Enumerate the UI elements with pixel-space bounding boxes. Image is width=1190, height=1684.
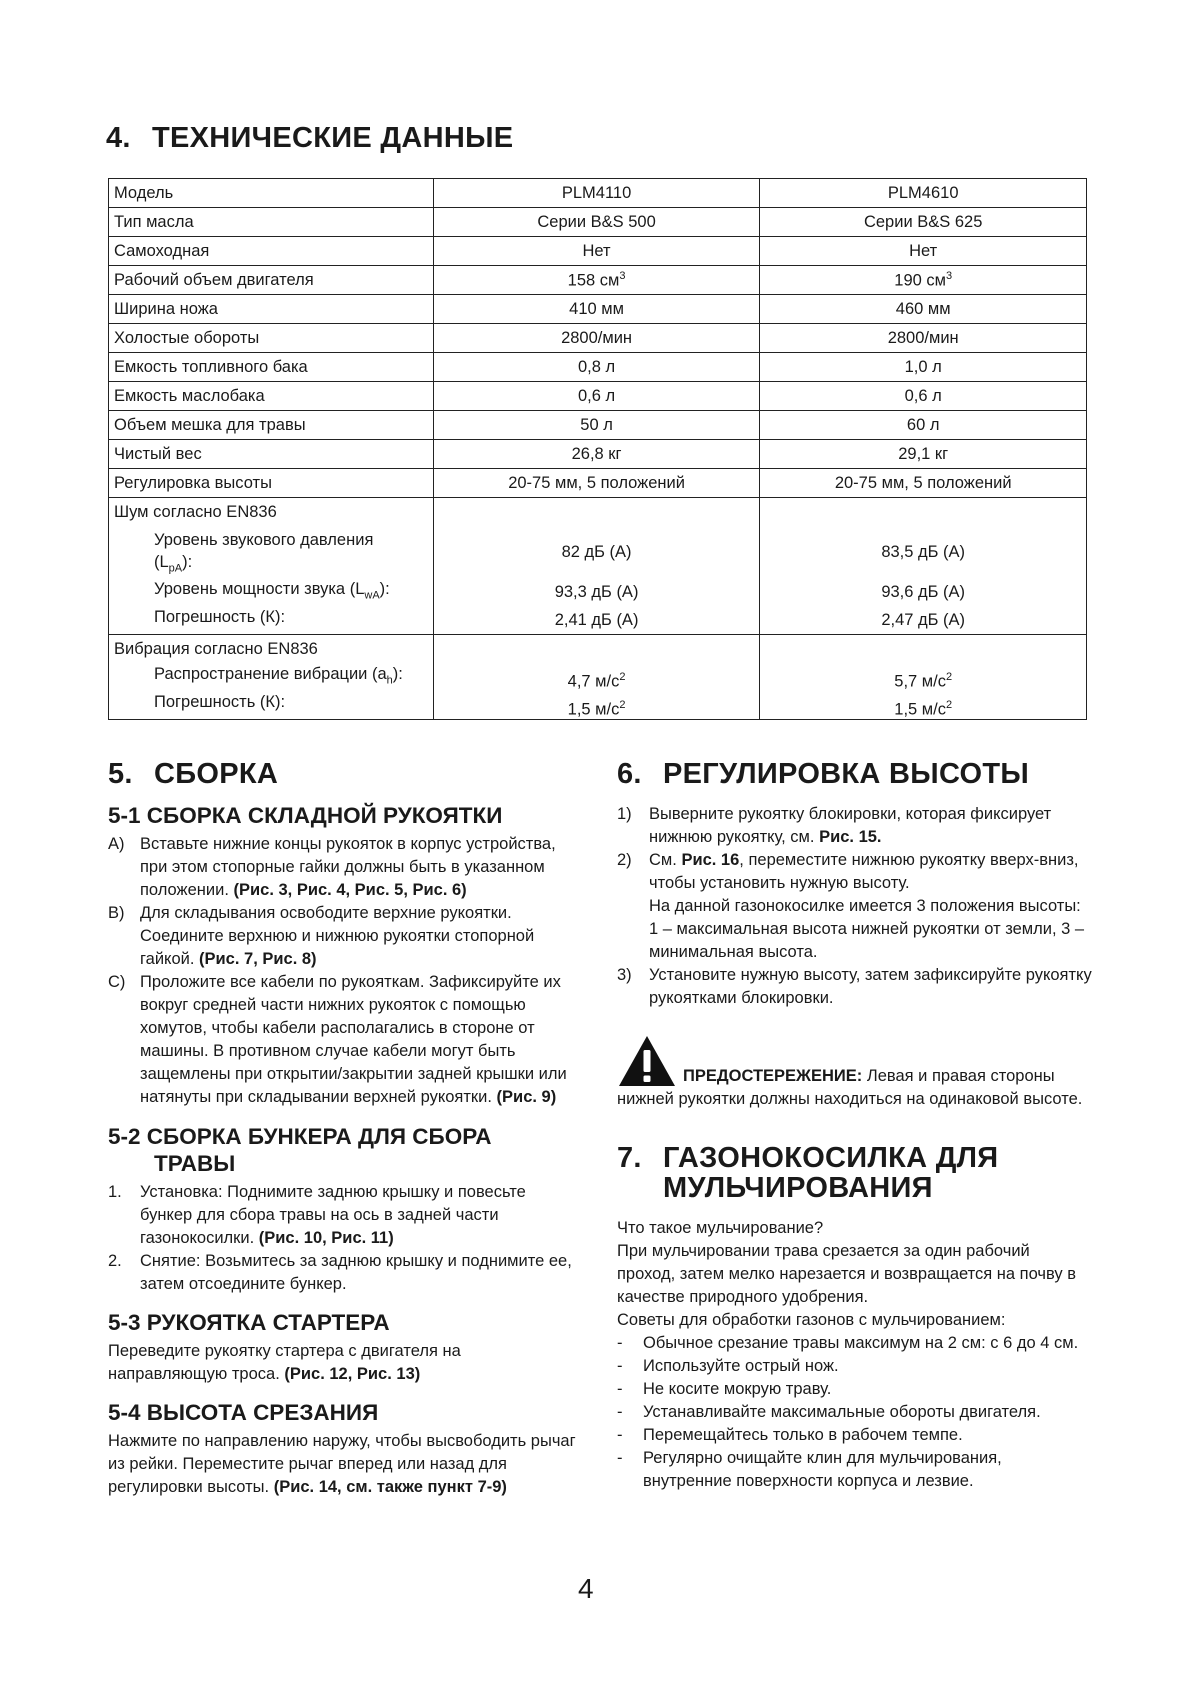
table-row: Холостые обороты 2800/мин 2800/мин — [109, 324, 1087, 353]
table-row: Тип масла Серии B&S 500 Серии B&S 625 — [109, 208, 1087, 237]
list-item: - Регулярно очищайте клин для мульчирования, внутренние поверхности корпуса и лезвие. — [617, 1449, 1002, 1490]
assembly-steps — [108, 833, 578, 1109]
list-item: - Не косите мокрую траву. — [617, 1380, 832, 1398]
list-item: C) Проложите все кабели по рукояткам. Зафиксируйте их вокруг средней части нижних рукояток с помощью хомутов, чтобы кабели располагались в стороне от машины. В противном случае кабели могут быть защемлены при открытии/закрытии задней крышки или натянуты при складывании верхней рукоятки. (Рис. 9) — [108, 973, 567, 1106]
table-row: Самоходная Нет Нет — [109, 237, 1087, 266]
list-item: - Устанавливайте максимальные обороты двигателя. — [617, 1403, 1041, 1421]
left-column — [108, 758, 578, 1499]
list-item: 1. Установка: Поднимите заднюю крышку и повесьте бункер для сбора травы на ось в задней части газонокосилки. (Рис. 10, Рис. 11) — [108, 1183, 526, 1247]
list-item: 3) Установите нужную высоту, затем зафиксируйте рукоятку рукоятками блокировки. — [617, 966, 1092, 1007]
mulch-description: При мульчировании трава срезается за один рабочий проход, затем мелко нарезается и возвращается на почву в качестве природного удобрения. — [617, 1242, 1076, 1306]
subsection-5-3-title: 5-3 РУКОЯТКА СТАРТЕРА — [108, 1310, 390, 1335]
subsection-5-4-title: 5-4 ВЫСОТА СРЕЗАНИЯ — [108, 1400, 379, 1425]
list-item: B) Для складывания освободите верхние рукоятки. Соедините верхнюю и нижнюю рукоятки стопорной гайкой. (Рис. 7, Рис. 8) — [108, 904, 535, 968]
list-item: - Перемещайтесь только в рабочем темпе. — [617, 1426, 963, 1444]
vibration-row: Вибрация согласно EN836 Распространение вибрации $(a_h)$: Погрешность (К): 4,7 $м/с^2$ 1,5 $м/с^2$ 5,7 $м/с^2$ 1,5 $м/с^2$ — [109, 635, 1087, 720]
warning-icon — [617, 1034, 677, 1088]
height-steps — [617, 803, 1092, 1010]
table-row: Чистый вес 26,8 кг 29,1 кг — [109, 440, 1087, 469]
table-row: Рабочий объем двигателя 158 $см^3$ 190 $см^3$ — [109, 266, 1087, 295]
cut-height-text: Нажмите по направлению наружу, чтобы высвободить рычаг из рейки. Переместите рычаг вперед или назад для регулировки высоты. (Рис. 14, см. также пункт 7-9) — [108, 1432, 576, 1496]
spec-table — [108, 178, 1087, 720]
section-6-title: 6. РЕГУЛИРОВКА ВЫСОТЫ — [617, 758, 1030, 790]
noise-row: Шум согласно EN836 Уровень звукового давления $(L_{pA})$: Уровень мощности звука $(L_{wA})$: Погрешность (К): 82 дБ (А) 93,3 дБ (А) 2,41 дБ (А) 83,5 дБ (А) 93,6 дБ (А) 2,47 дБ (А) — [109, 498, 1087, 635]
subsection-5-1-title: 5-1 СБОРКА СКЛАДНОЙ РУКОЯТКИ — [108, 803, 503, 828]
mulch-tips — [617, 1332, 1092, 1493]
subsection-5-2-title: 5-2 СБОРКА БУНКЕРА ДЛЯ СБОРА ТРАВЫ — [108, 1124, 492, 1176]
list-item: 2. Снятие: Возьмитесь за заднюю крышку и поднимите ее, затем отсоедините бункер. — [108, 1252, 572, 1293]
section-5-title: 5. СБОРКА — [108, 758, 279, 790]
warning-note: ПРЕДОСТЕРЕЖЕНИЕ: Левая и правая стороны нижней рукоятки должны находиться на одинаковой высоте. — [617, 1034, 1092, 1111]
list-item: - Используйте острый нож. — [617, 1357, 839, 1375]
list-item: - Обычное срезание травы максимум на 2 см: с 6 до 4 см. — [617, 1334, 1079, 1352]
table-row: Емкость маслобака 0,6 л 0,6 л — [109, 382, 1087, 411]
table-row: Ширина ножа 410 мм 460 мм — [109, 295, 1087, 324]
mulch-tips-heading: Советы для обработки газонов с мульчированием: — [617, 1311, 1006, 1329]
list-item: A) Вставьте нижние концы рукояток в корпус устройства, при этом стопорные гайки должны быть в указанном положении. (Рис. 3, Рис. 4, Рис. 5, Рис. 6) — [108, 835, 556, 899]
table-row: Объем мешка для травы 50 л 60 л — [109, 411, 1087, 440]
section-4-title: 4. ТЕХНИЧЕСКИЕ ДАННЫЕ — [106, 122, 514, 154]
starter-text: Переведите рукоятку стартера с двигателя на направляющую троса. (Рис. 12, Рис. 13) — [108, 1342, 461, 1383]
right-column — [617, 758, 1092, 1493]
page-number: 4 — [578, 1573, 594, 1604]
list-item: 1) Выверните рукоятку блокировки, которая фиксирует нижнюю рукоятку, см. Рис. 15. — [617, 805, 1052, 846]
list-item: 2) См. Рис. 16, переместите нижнюю рукоятку вверх-вниз, чтобы установить нужную высоту. На данной газонокосилке имеется 3 положения высоты: 1 – максимальная высота нижней рукоятки от земли, 3 – минимальная высота. — [617, 851, 1085, 961]
grass-bag-steps — [108, 1181, 578, 1296]
table-row: Регулировка высоты 20-75 мм, 5 положений 20-75 мм, 5 положений — [109, 469, 1087, 498]
table-row: Емкость топливного бака 0,8 л 1,0 л — [109, 353, 1087, 382]
table-row: Модель PLM4110 PLM4610 — [109, 179, 1087, 208]
mulch-question: Что такое мульчирование? — [617, 1219, 824, 1237]
section-7-title: 7. ГАЗОНОКОСИЛКА ДЛЯ МУЛЬЧИРОВАНИЯ — [617, 1142, 999, 1204]
